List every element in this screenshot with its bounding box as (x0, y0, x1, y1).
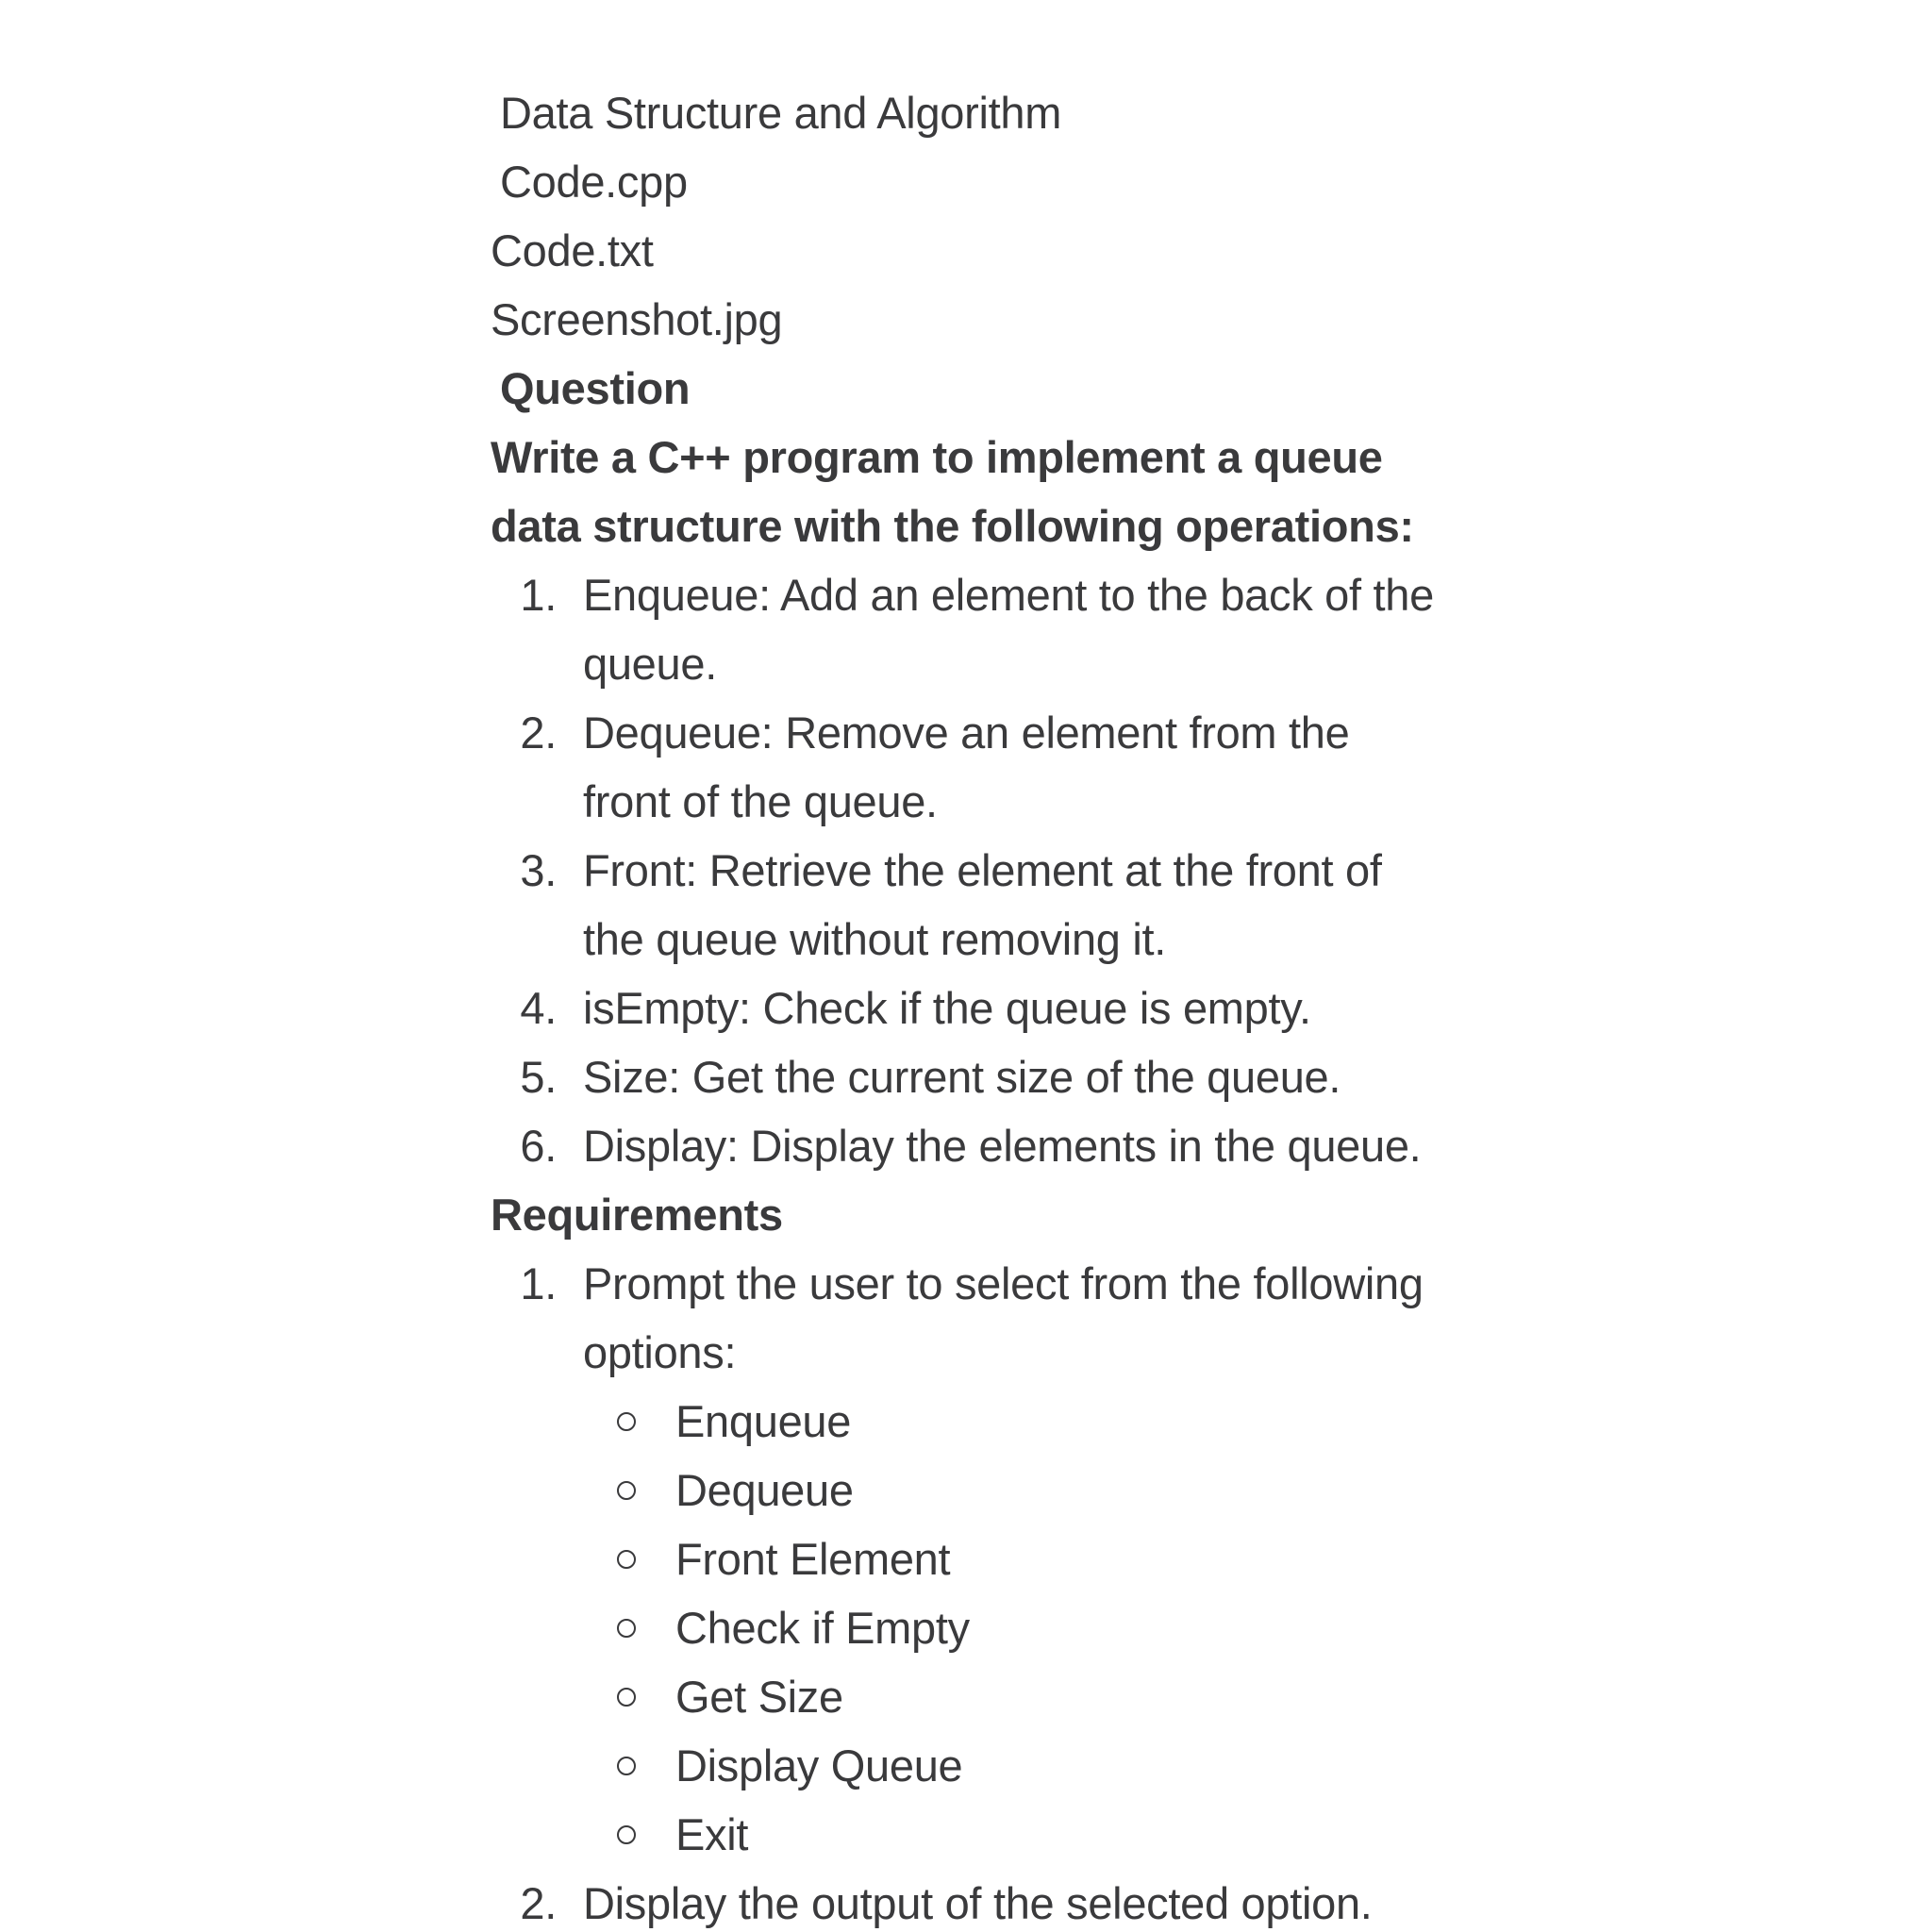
list-item: Front Element (675, 1534, 951, 1584)
list-item-continuation: options: (583, 1327, 737, 1377)
document-title: Data Structure and Algorithm (500, 88, 1062, 138)
hollow-bullet-icon (617, 1619, 636, 1638)
list-item-number: 2. (520, 1878, 557, 1928)
list-item: Front: Retrieve the element at the front of (583, 845, 1382, 895)
requirements-heading: Requirements (491, 1190, 783, 1240)
hollow-bullet-icon (617, 1550, 636, 1569)
list-item: Exit (675, 1809, 749, 1859)
list-item-number: 1. (520, 570, 557, 620)
list-item-continuation: queue. (583, 639, 717, 689)
list-item-number: 1. (520, 1258, 557, 1308)
list-item: Display Queue (675, 1740, 963, 1790)
list-item: Dequeue: Remove an element from the (583, 708, 1350, 758)
list-item-continuation: the queue without removing it. (583, 914, 1167, 964)
hollow-bullet-icon (617, 1481, 636, 1500)
list-item-continuation: front of the queue. (583, 776, 938, 826)
list-item: Display: Display the elements in the queue. (583, 1121, 1422, 1171)
list-item: Dequeue (675, 1465, 854, 1515)
file-name-screenshot: Screenshot.jpg (491, 294, 783, 344)
list-item-number: 6. (520, 1121, 557, 1171)
hollow-bullet-icon (617, 1757, 636, 1775)
list-item: Check if Empty (675, 1603, 970, 1653)
list-item: Enqueue (675, 1396, 852, 1446)
list-item: Get Size (675, 1672, 843, 1722)
list-item: Display the output of the selected option. (583, 1878, 1373, 1928)
list-item: isEmpty: Check if the queue is empty. (583, 983, 1311, 1033)
question-heading: Question (500, 363, 691, 413)
hollow-bullet-icon (617, 1412, 636, 1431)
question-prompt-line1: Write a C++ program to implement a queue (491, 432, 1383, 482)
hollow-bullet-icon (617, 1825, 636, 1844)
list-item-number: 3. (520, 845, 557, 895)
file-name-txt: Code.txt (491, 225, 654, 275)
list-item-number: 5. (520, 1052, 557, 1102)
hollow-bullet-icon (617, 1688, 636, 1707)
list-item: Size: Get the current size of the queue. (583, 1052, 1341, 1102)
list-item-number: 2. (520, 708, 557, 758)
question-prompt-line2: data structure with the following operations: (491, 501, 1414, 551)
list-item: Prompt the user to select from the following (583, 1258, 1424, 1308)
file-name-cpp: Code.cpp (500, 157, 688, 207)
list-item: Enqueue: Add an element to the back of the (583, 570, 1434, 620)
list-item-number: 4. (520, 983, 557, 1033)
